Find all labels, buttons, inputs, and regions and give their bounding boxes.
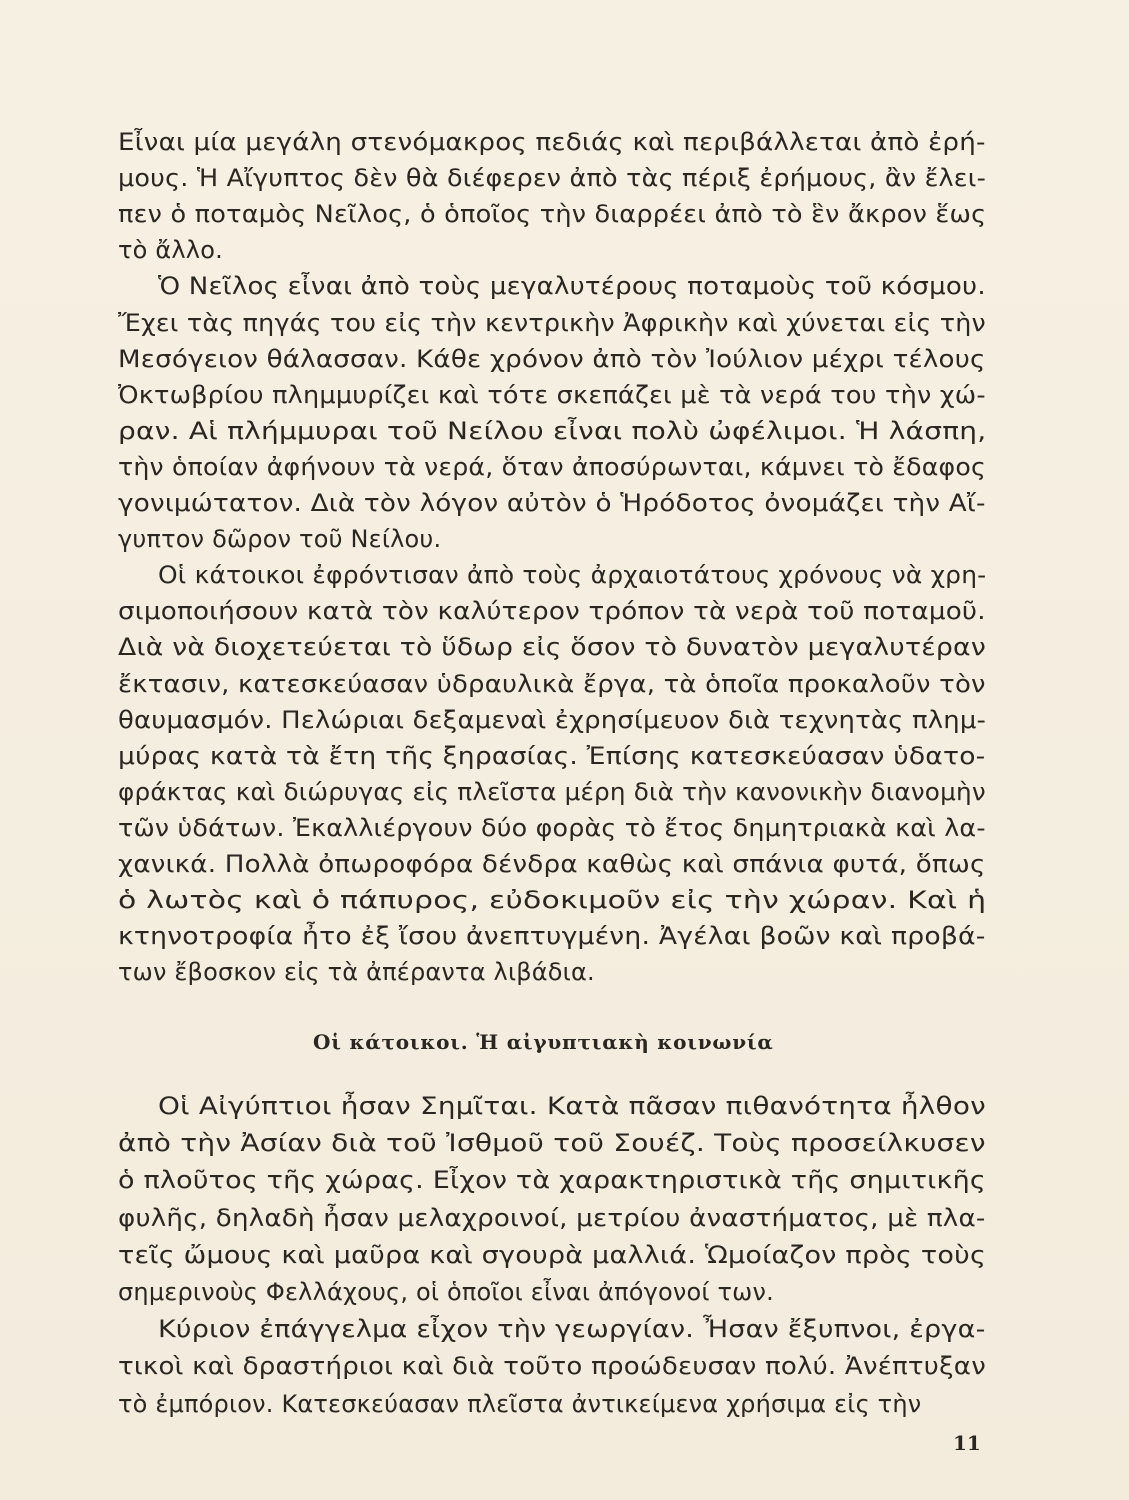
text-line: τικοὶ καὶ δραστήριοι καὶ διὰ τοῦτο προώδευσαν πολύ. Ἀνέπτυξαν: [118, 1352, 986, 1381]
text-line: πεν ὁ ποταμὸς Νεῖλος, ὁ ὁποῖος τὴν διαρρέει ἀπὸ τὸ ἓν ἄκρον ἕως: [118, 200, 987, 229]
text-line: των ἔβοσκον εἰς τὰ ἀπέραντα λιβάδια.: [118, 958, 595, 987]
text-line: ὁ λωτὸς καὶ ὁ πάπυρος, εὐδοκιμοῦν εἰς τὴν χώραν. Καὶ ἡ: [118, 886, 987, 915]
text-line: ὁ πλοῦτος τῆς χώρας. Εἶχον τὰ χαρακτηριστικὰ τῆς σημιτικῆς: [118, 1166, 986, 1195]
text-line: Οἱ Αἰγύπτιοι ἦσαν Σημῖται. Κατὰ πᾶσαν πιθανότητα ἦλθον: [158, 1092, 986, 1120]
text-line: ἀπὸ τὴν Ἀσίαν διὰ τοῦ Ἰσθμοῦ τοῦ Σουέζ. Τοὺς προσείλκυσεν: [118, 1129, 986, 1158]
text-line: Οἱ κάτοικοι ἐφρόντισαν ἀπὸ τοὺς ἀρχαιοτάτους χρόνους νὰ χρη-: [158, 561, 987, 590]
text-line: Μεσόγειον θάλασσαν. Κάθε χρόνον ἀπὸ τὸν Ἰούλιον μέχρι τέλους: [118, 344, 986, 373]
text-line: τῶν ὑδάτων. Ἐκαλλιέργουν δύο φορὰς τὸ ἔτος δημητριακὰ καὶ λα-: [118, 813, 986, 842]
text-line: θαυμασμόν. Πελώριαι δεξαμεναὶ ἐχρησίμευον διὰ τεχνητὰς πλημ-: [118, 705, 987, 734]
text-line: Κύριον ἐπάγγελμα εἶχον τὴν γεωργίαν. Ἦσαν ἔξυπνοι, ἐργα-: [158, 1315, 986, 1344]
text-line: Ὀκτωβρίου πλημμυρίζει καὶ τότε σκεπάζει μὲ τὰ νερά του τὴν χώ-: [118, 380, 986, 409]
text-line: τὸ ἄλλο.: [118, 236, 223, 265]
text-line: μύρας κατὰ τὰ ἔτη τῆς ξηρασίας. Ἐπίσης κατεσκεύασαν ὑδατο-: [118, 741, 986, 770]
text-line: σημερινοὺς Φελλάχους, οἱ ὁποῖοι εἶναι ἀπόγονοί των.: [118, 1278, 774, 1306]
text-line: κτηνοτροφία ἦτο ἐξ ἴσου ἀνεπτυγμένη. Ἀγέλαι βοῶν καὶ προβά-: [118, 922, 986, 951]
text-line: μους. Ἡ Αἴγυπτος δὲν θὰ διέφερεν ἀπὸ τὰς πέριξ ἐρήμους, ἂν ἔλει-: [118, 164, 986, 193]
text-line: ἔκτασιν, κατεσκεύασαν ὑδραυλικὰ ἔργα, τὰ ὁποῖα προκαλοῦν τὸν: [118, 669, 986, 698]
page-number: 11: [953, 1431, 981, 1455]
text-line: χανικά. Πολλὰ ὀπωροφόρα δένδρα καθὼς καὶ σπάνια φυτά, ὅπως: [118, 850, 986, 878]
text-line: φράκτας καὶ διώρυγας εἰς πλεῖστα μέρη διὰ τὴν κανονικὴν διανομὴν: [118, 777, 986, 806]
text-line: Ὁ Νεῖλος εἶναι ἀπὸ τοὺς μεγαλυτέρους ποταμοὺς τοῦ κόσμου.: [158, 272, 986, 301]
text-line: τὸ ἐμπόριον. Κατεσκεύασαν πλεῖστα ἀντικείμενα χρήσιμα εἰς τὴν: [118, 1389, 922, 1418]
section-heading: Οἱ κάτοικοι. Ἡ αἰγυπτιακὴ κοινωνία: [313, 1030, 774, 1054]
text-line: Εἶναι μία μεγάλη στενόμακρος πεδιάς καὶ περιβάλλεται ἀπὸ ἐρή-: [118, 128, 986, 156]
text-line: ραν. Αἱ πλήμμυραι τοῦ Νείλου εἶναι πολὺ ὠφέλιμοι. Ἡ λάσπη,: [118, 416, 987, 445]
text-line: Ἔχει τὰς πηγάς του εἰς τὴν κεντρικὴν Ἀφρικὴν καὶ χύνεται εἰς τὴν: [118, 308, 986, 337]
text-line: σιμοποιήσουν κατὰ τὸν καλύτερον τρόπον τὰ νερὰ τοῦ ποταμοῦ.: [118, 597, 986, 626]
text-line: τὴν ὁποίαν ἀφήνουν τὰ νερά, ὅταν ἀποσύρωνται, κάμνει τὸ ἔδαφος: [118, 452, 986, 481]
text-line: φυλῆς, δηλαδὴ ἦσαν μελαχροινοί, μετρίου ἀναστήματος, μὲ πλα-: [118, 1203, 986, 1232]
text-line: γονιμώτατον. Διὰ τὸν λόγον αὐτὸν ὁ Ἡρόδοτος ὀνομάζει τὴν Αἴ-: [118, 489, 986, 517]
text-line: τεῖς ὤμους καὶ μαῦρα καὶ σγουρὰ μαλλιά. Ὡμοίαζον πρὸς τοὺς: [118, 1240, 987, 1269]
text-line: Διὰ νὰ διοχετεύεται τὸ ὕδωρ εἰς ὅσον τὸ δυνατὸν μεγαλυτέραν: [118, 633, 986, 662]
text-line: γυπτον δῶρον τοῦ Νείλου.: [118, 525, 442, 554]
